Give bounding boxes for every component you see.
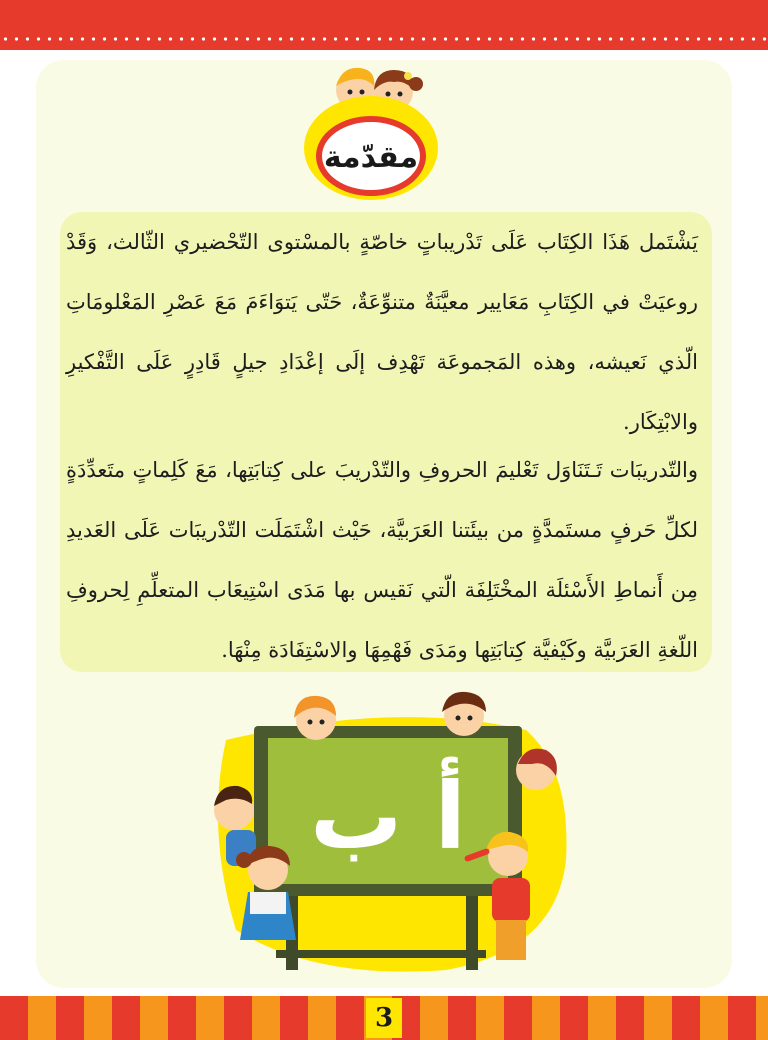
page-title: مقدّمة — [323, 140, 419, 175]
dotted-border — [0, 36, 768, 42]
intro-paragraph-2: والتّدريبَات تَـتَنَاوَل تَعْليمَ الحروفِ والتّدْريبَ على كِتابَتِها، مَعَ كَلِماتٍ متَعدِّدَةٍ لكلِّ حَرفٍ مستَمدَّةٍ من بيئَتنا العَرَبيَّة، حَيْث اشْتَمَلَت التّدْريبَات عَلَى العَديدِ مِن أَنماطِ الأَسْئلَة المخْتَلِفَة الّتي نَقيس بها مَدَى اسْتِيعَاب المتعلِّمِ لِحروفِ اللّغةِ العَرَبيَّة وكَيْفيَّة كِتابَتِها ومَدَى فَهْمِهَا والاسْتِفَادَة مِنْهَا. — [66, 458, 698, 662]
intro-paragraph-1: يَشْتَمل هَذَا الكِتَاب عَلَى تَدْريباتٍ خاصّةٍ بالمسْتوى التّحْضيري الثّالث، وَقَدْ روعيَتْ في الكِتَابِ مَعَايير معيَّنَةٌ متنوِّعَةٌ، حَتّى يَتوَاءَمَ مَعَ عَصْرِ المَعْلومَاتِ الّذي نَعيشه، وهذه المَجموعَة تَهْدِف إلَى إعْدَادِ جيلٍ قَادِرٍ عَلَى التَّفْكيرِ والابْتِكَار. — [66, 230, 698, 434]
page-number: 3 — [366, 998, 402, 1038]
title-badge — [298, 60, 448, 210]
top-banner — [0, 0, 768, 50]
kids-around-chalkboard-icon — [196, 680, 576, 980]
board-letters: أ ب — [309, 763, 467, 870]
